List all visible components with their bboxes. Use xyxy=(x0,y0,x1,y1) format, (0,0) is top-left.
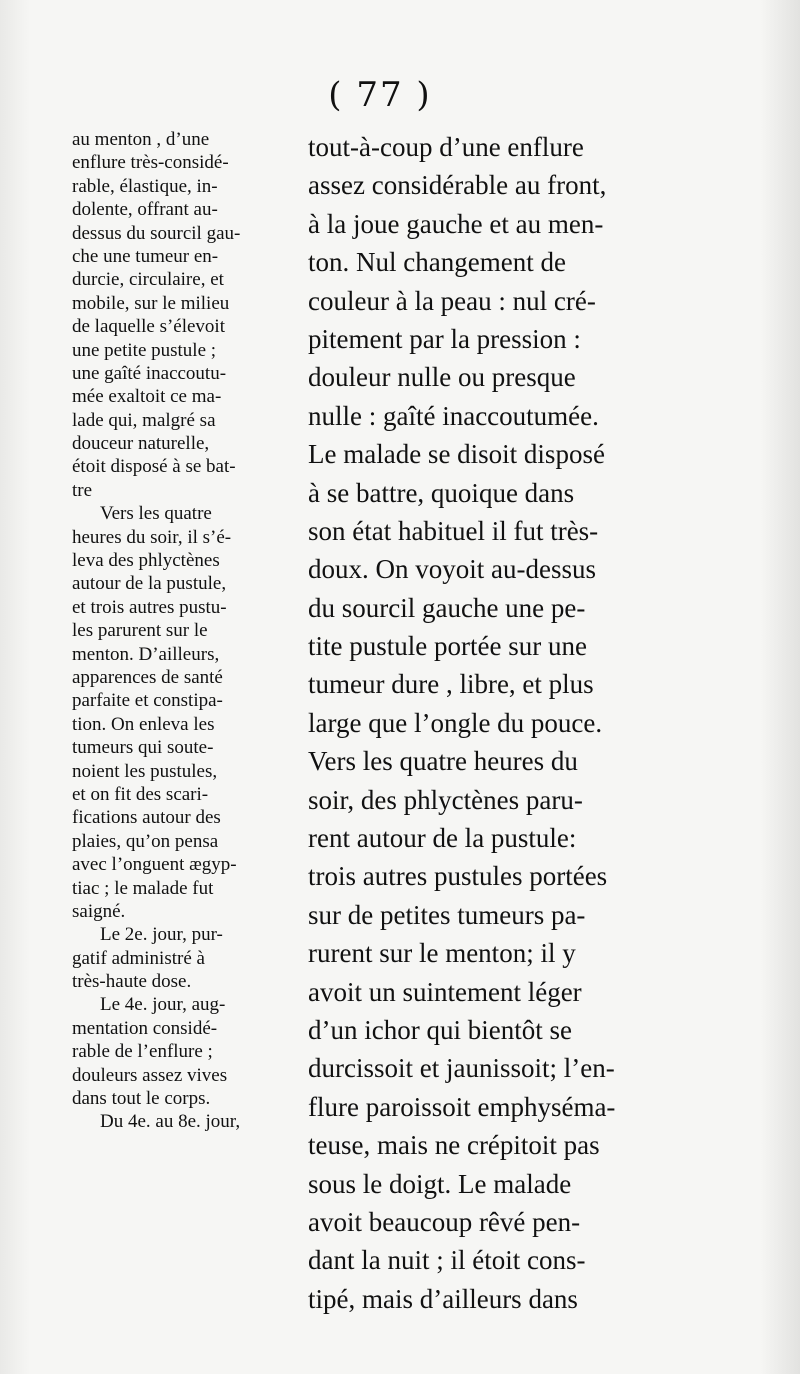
right-column-line: tout-à-coup d’une enflure xyxy=(308,132,584,162)
left-column-line: menton. D’ailleurs, xyxy=(72,643,220,665)
left-column-line: rable, élastique, in- xyxy=(72,175,218,197)
right-column-line: ton. Nul changement de xyxy=(308,247,566,278)
right-column-line: pitement par la pression : xyxy=(308,323,581,354)
right-column-line: tite pustule portée sur une xyxy=(308,631,587,662)
left-column-line: enflure très-considé- xyxy=(72,152,229,174)
left-column-line: tumeurs qui soute- xyxy=(72,737,214,759)
left-column-line: dessus du sourcil gau- xyxy=(72,222,241,244)
right-column-line: douleur nulle ou presque xyxy=(308,362,576,393)
right-column-line: large que l’ongle du pouce. xyxy=(308,707,603,738)
right-column-line: durcissoit et jaunissoit; l’en- xyxy=(308,1053,615,1084)
left-column-line: rable de l’enflure ; xyxy=(72,1041,213,1063)
left-column-line: mentation considé- xyxy=(72,1017,218,1039)
left-column-line: Le 2e. jour, pur- xyxy=(100,924,223,946)
left-column-line: Le 4e. jour, aug- xyxy=(100,994,226,1016)
left-column-line: fications autour des xyxy=(72,807,221,829)
left-column-line: douceur naturelle, xyxy=(72,433,210,455)
left-column-line: autour de la pustule, xyxy=(72,573,227,595)
left-column-line: très-haute dose. xyxy=(72,971,192,993)
left-column-line: durcie, circulaire, et xyxy=(72,269,224,291)
left-column-line: mobile, sur le milieu xyxy=(72,292,230,314)
left-column-line: saigné. xyxy=(72,900,126,922)
right-column-line: avoit un suintement léger xyxy=(308,976,582,1007)
right-column-line: sous le doigt. Le malade xyxy=(308,1168,572,1199)
left-column-line: Du 4e. au 8e. jour, xyxy=(100,1111,241,1133)
left-column-line: étoit disposé à se bat- xyxy=(72,456,236,478)
right-column-line: tipé, mais d’ailleurs dans xyxy=(308,1283,578,1314)
left-column-line: leva des phlyctènes xyxy=(72,550,220,572)
left-column-line: gatif administré à xyxy=(72,947,205,969)
left-column-line: dolente, offrant au- xyxy=(72,199,218,221)
left-column xyxy=(72,128,298,1134)
left-column-line: une gaîté inaccoutu- xyxy=(72,362,227,384)
left-column-line: plaies, qu’on pensa xyxy=(72,830,219,852)
right-column-line: soir, des phlyctènes paru- xyxy=(308,784,583,815)
left-column-line: dans tout le corps. xyxy=(72,1088,211,1110)
left-column-line: tre xyxy=(72,479,93,501)
left-column-line: tiac ; le malade fut xyxy=(72,877,214,899)
left-column-line: au menton , d’une xyxy=(72,129,210,150)
right-column-line: assez considérable au front, xyxy=(308,170,607,201)
right-column-line: avoit beaucoup rêvé pen- xyxy=(308,1206,581,1237)
right-column-line: rurent sur le menton; il y xyxy=(308,938,576,969)
right-column-line: son état habituel il fut très- xyxy=(308,515,599,546)
right-column-line: doux. On voyoit au-dessus xyxy=(308,554,596,585)
page-number: ( 77 ) xyxy=(328,75,432,115)
left-column-line: les parurent sur le xyxy=(72,620,208,642)
right-column-line: tumeur dure , libre, et plus xyxy=(308,669,594,700)
right-column-line: flure paroissoit emphyséma- xyxy=(308,1091,616,1122)
left-column-line: heures du soir, il s’é- xyxy=(72,526,232,548)
left-column-line: Vers les quatre xyxy=(100,503,212,525)
right-column-line: dant la nuit ; il étoit cons- xyxy=(308,1245,586,1276)
right-column-line: à se battre, quoique dans xyxy=(308,477,575,508)
left-column-line: une petite pustule ; xyxy=(72,339,217,361)
left-column-line: apparences de santé xyxy=(72,666,223,688)
right-column-line: d’un ichor qui bientôt se xyxy=(308,1014,572,1045)
right-column-line: teuse, mais ne crépitoit pas xyxy=(308,1130,600,1161)
right-column-line: couleur à la peau : nul cré- xyxy=(308,285,596,316)
left-column-line: parfaite et constipa- xyxy=(72,690,223,712)
left-column-line: tion. On enleva les xyxy=(72,713,215,735)
right-column-line: du sourcil gauche une pe- xyxy=(308,592,586,623)
left-column-line: et trois autres pustu- xyxy=(72,596,227,618)
right-column-line: trois autres pustules portées xyxy=(308,861,608,892)
right-column-line: Vers les quatre heures du xyxy=(308,746,578,777)
left-column-line: et on fit des scari- xyxy=(72,783,209,805)
left-column-line: noient les pustules, xyxy=(72,760,218,782)
left-column-line: lade qui, malgré sa xyxy=(72,409,216,431)
left-column-line: avec l’onguent ægyp- xyxy=(72,854,237,876)
right-column-line: à la joue gauche et au men- xyxy=(308,208,604,239)
right-column-line: Le malade se disoit disposé xyxy=(308,439,605,470)
right-column-line: rent autour de la pustule: xyxy=(308,823,577,854)
left-column-line: de laquelle s’élevoit xyxy=(72,316,225,338)
left-column-line: douleurs assez vives xyxy=(72,1064,228,1086)
right-column-line: nulle : gaîté inaccoutumée. xyxy=(308,400,599,431)
right-column-line: sur de petites tumeurs pa- xyxy=(308,899,586,930)
left-column-line: che une tumeur en- xyxy=(72,245,219,267)
right-column xyxy=(308,128,670,1318)
left-column-line: mée exaltoit ce ma- xyxy=(72,386,222,408)
